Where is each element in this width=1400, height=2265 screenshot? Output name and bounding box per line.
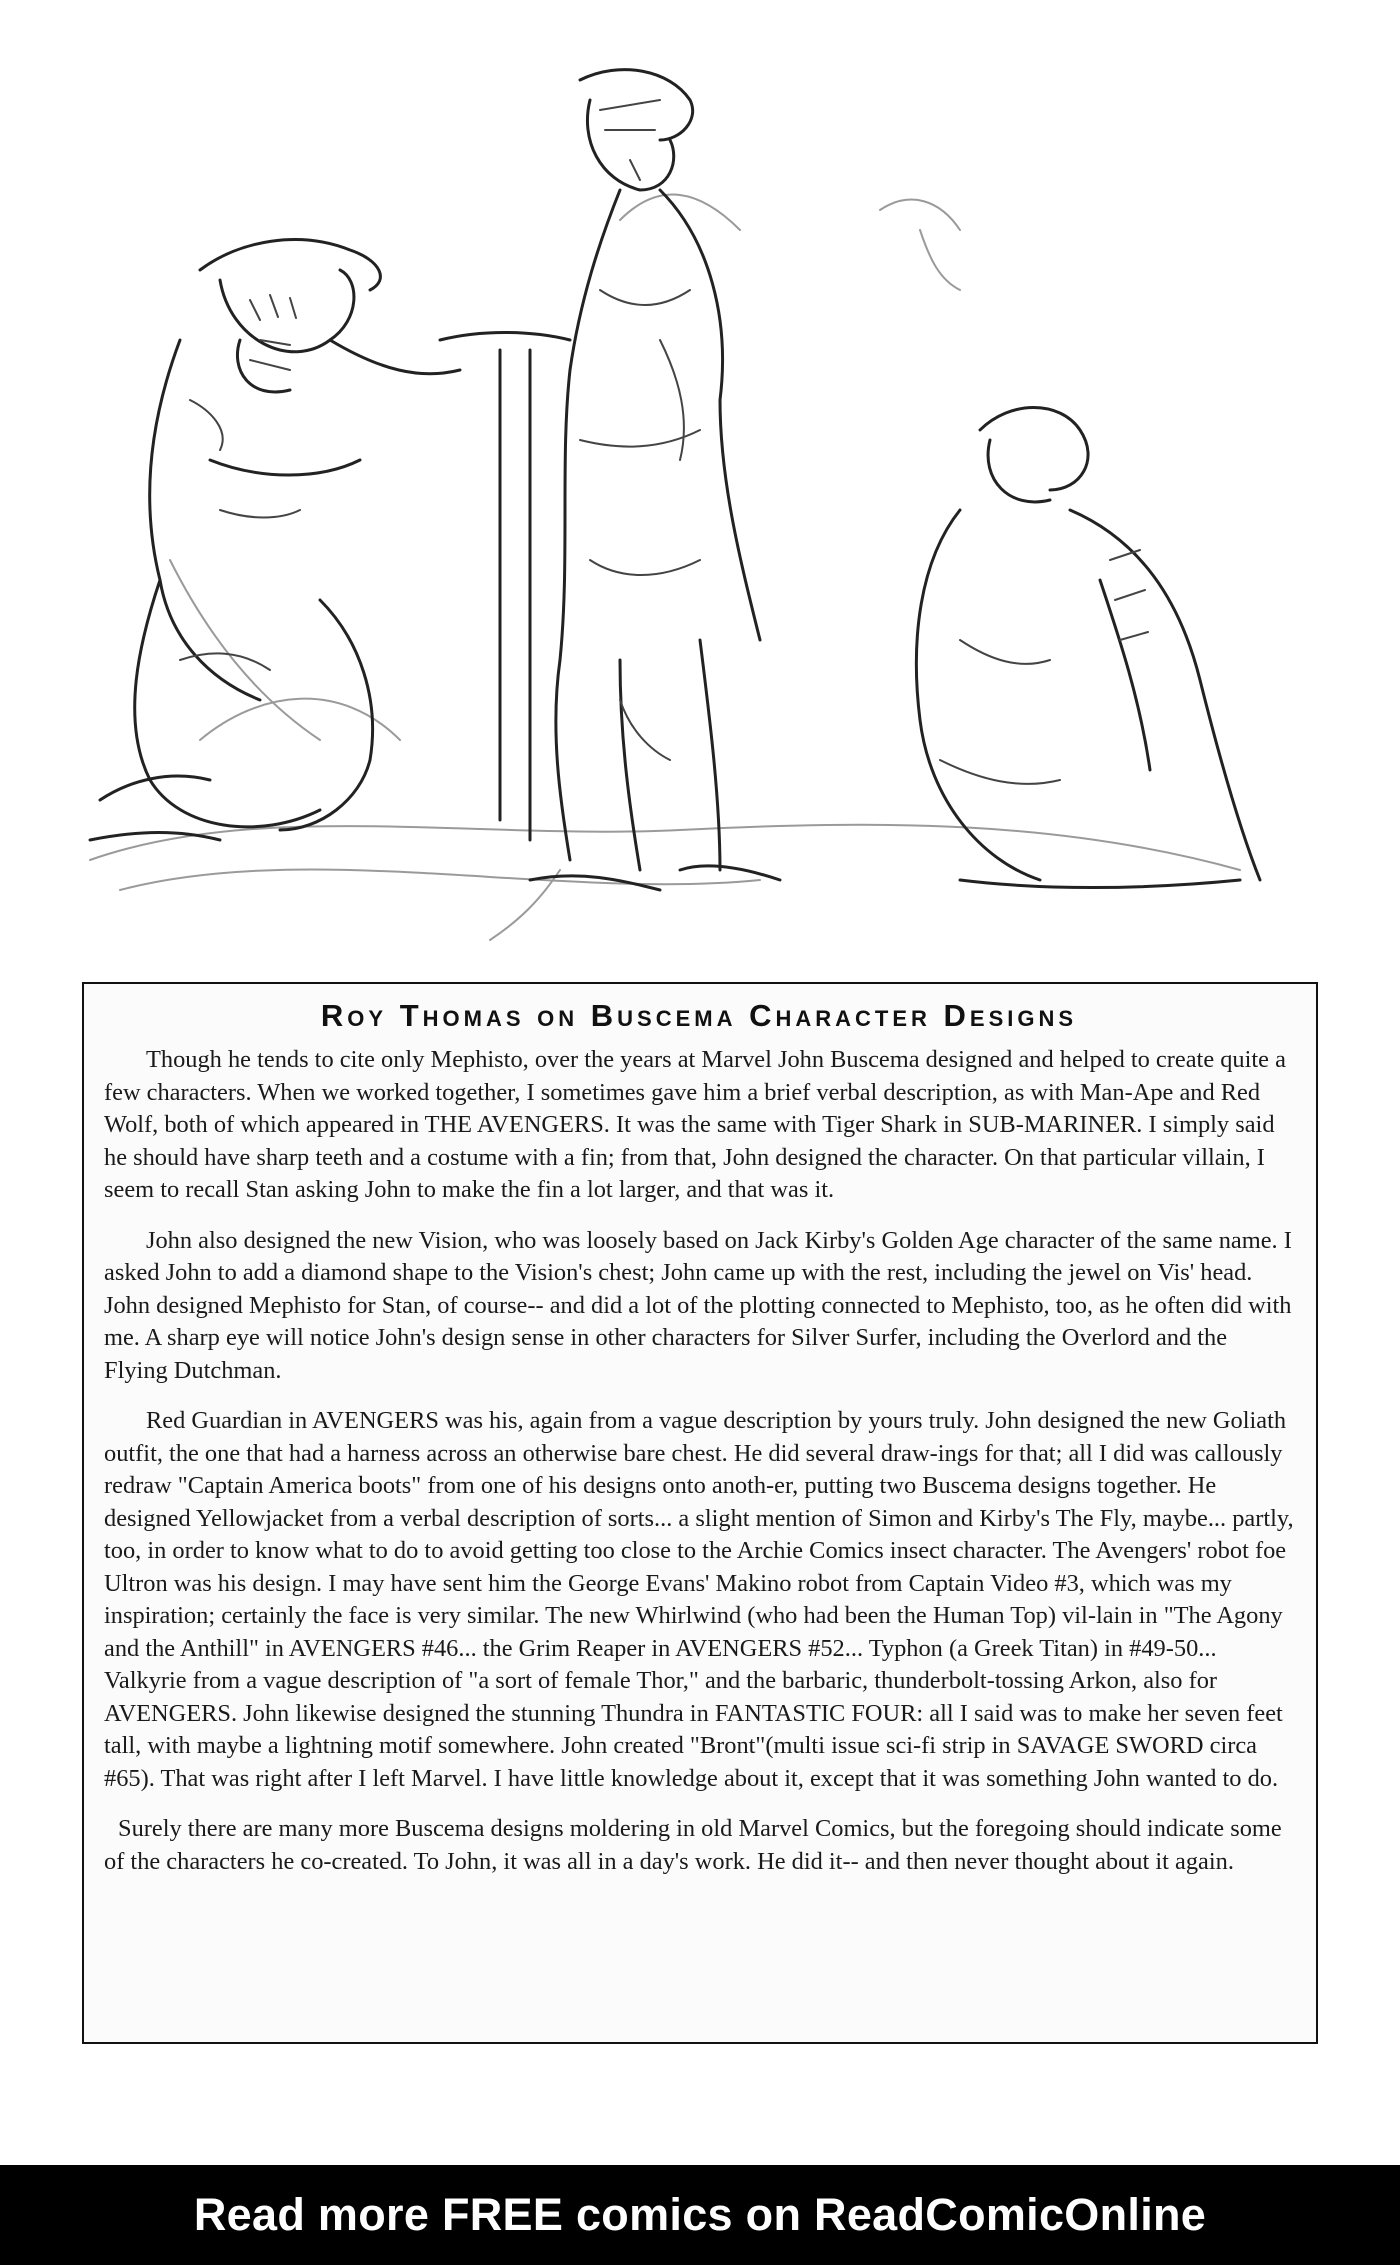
article-box (82, 982, 1318, 2044)
pencil-sketch-illustration (60, 40, 1300, 980)
article-paragraph: Red Guardian in AVENGERS was his, again from a vague description by yours truly. John designed the new Goliath outfit, the one that had a harness across an otherwise bare chest. He did several draw-ings for that; all I did was callously redraw "Captain America boots" from one of his designs onto anoth-er, putting two Buscema designs together. He designed Yellowjacket from a verbal description of sorts... a slight mention of Simon and Kirby's The Fly, maybe... partly, too, in order to know what to do to avoid getting too close to the Archie Comics insect character. The Avengers' robot foe Ultron was his design. I may have sent him the George Evans' Makino robot from Captain Video #3, which was my inspiration; certainly the face is very similar. The new Whirlwind (who had been the Human Top) vil-lain in "The Agony and the Anthill" in AVENGERS #46... the Grim Reaper in AVENGERS #52... Typhon (a Greek Titan) in #49-50... Valkyrie from a vague description of "a sort of female Thor," and the barbaric, thunderbolt-tossing Arkon, also for AVENGERS. John likewise designed the stunning Thundra in FANTASTIC FOUR: all I said was to make her seven feet tall, with maybe a lightning motif somewhere. John created "Bront"(multi issue sci-fi strip in SAVAGE SWORD circa #65). That was right after I left Marvel. I have little knowledge about it, except that it was something John wanted to do. (104, 1407, 1294, 1792)
promo-banner-text[interactable]: Read more FREE comics on ReadComicOnline (193, 2189, 1207, 2240)
article-paragraph: Though he tends to cite only Mephisto, over the years at Marvel John Buscema designed and helped to create quite a few characters. When we worked together, I sometimes gave him a brief verbal description, as with Man-Ape and Red Wolf, both of which appeared in THE AVENGERS. It was the same with Tiger Shark in SUB-MARINER. I simply said he should have sharp teeth and a costume with a fin; from that, John designed the character. On that particular villain, I seem to recall Stan asking John to make the fin a lot larger, and that was it. (104, 1046, 1286, 1203)
article-title: Roy Thomas on Buscema Character Designs (320, 998, 1078, 1033)
promo-banner[interactable] (0, 2165, 1400, 2265)
article-paragraph: John also designed the new Vision, who was loosely based on Jack Kirby's Golden Age character of the same name. I asked John to add a diamond shape to the Vision's chest; John came up with the rest, including the jewel on Vis' head. John designed Mephisto for Stan, of course-- and did a lot of the plotting connected to Mephisto, too, as he often did with me. A sharp eye will notice John's design sense in other characters for Silver Surfer, including the Overlord and the Flying Dutchman. (104, 1226, 1292, 1384)
pencil-sketch-figures-image (60, 40, 1300, 980)
article-paragraph: Surely there are many more Buscema designs moldering in old Marvel Comics, but the foregoing should indicate some of the characters he co-created. To John, it was all in a day's work. He did it-- and then never thought about it again. (104, 1815, 1282, 1875)
